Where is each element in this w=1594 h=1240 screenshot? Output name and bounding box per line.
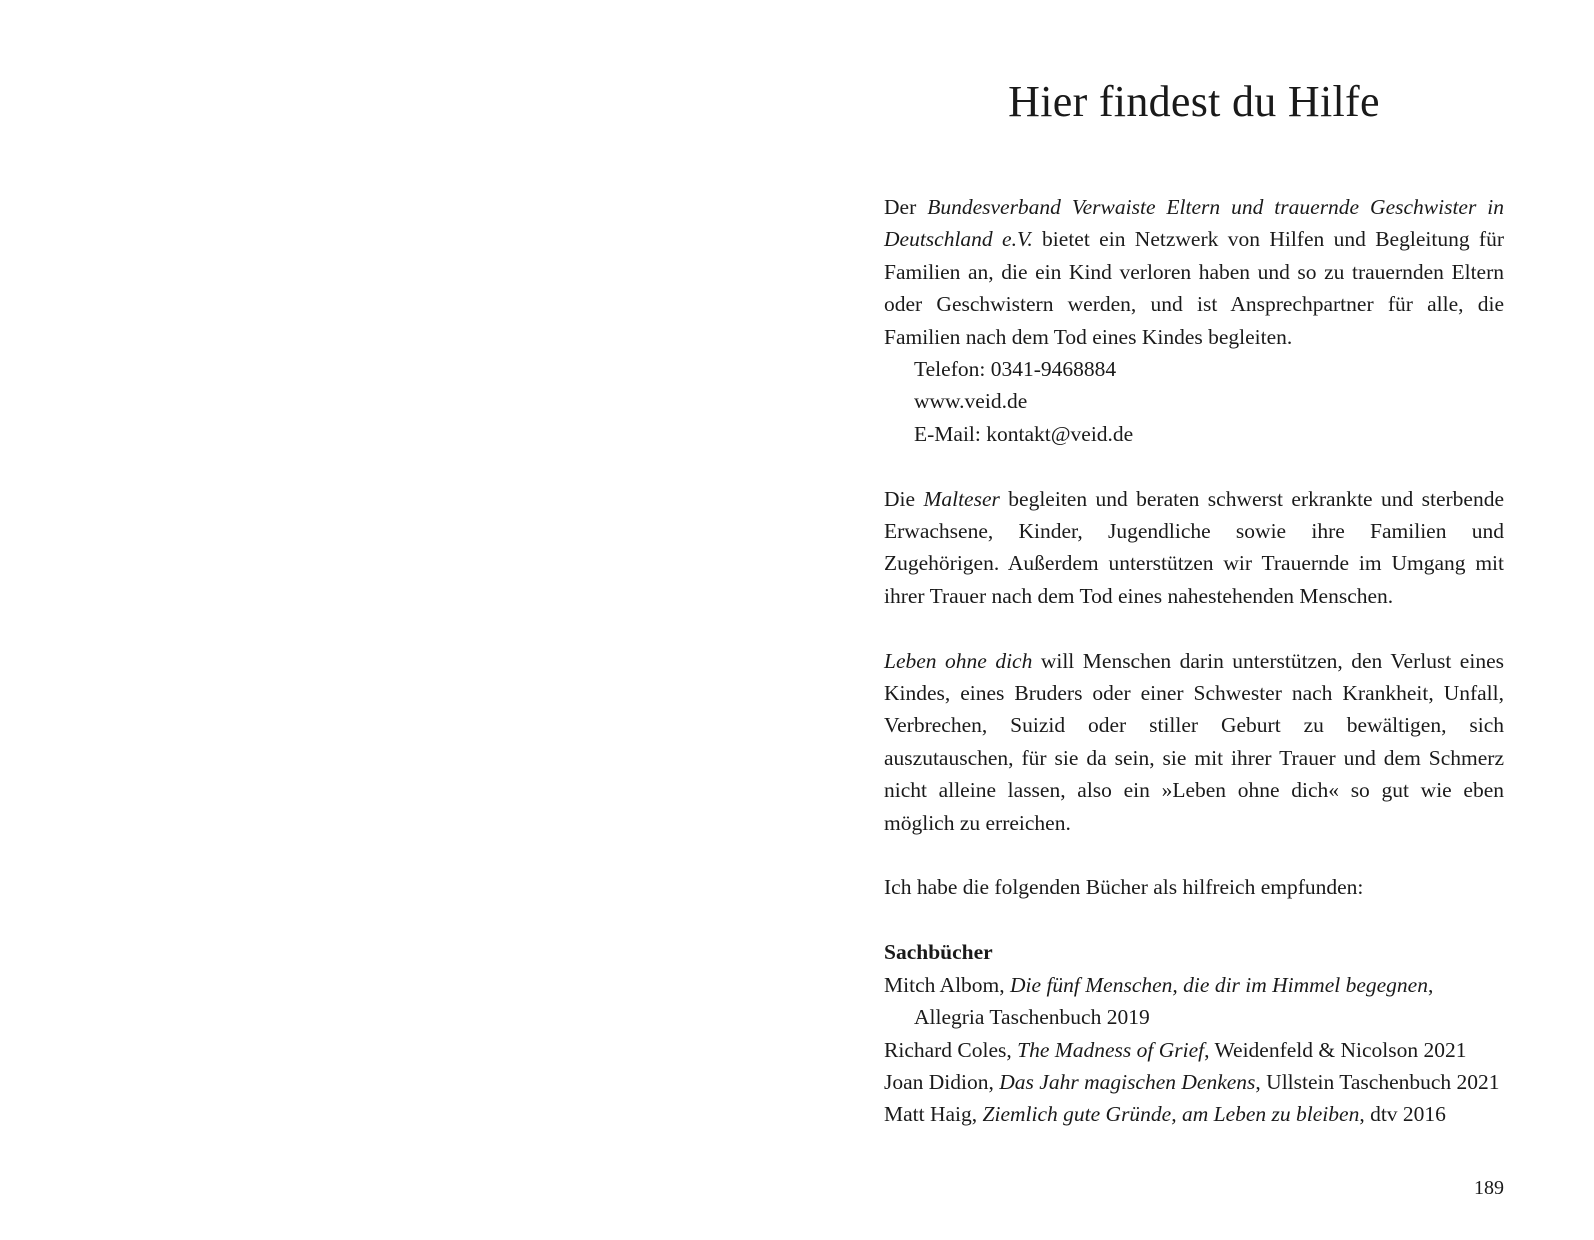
book-author: Matt Haig — [884, 1102, 972, 1127]
book-separator: , — [999, 972, 1011, 997]
book-publisher: , dtv 2016 — [1359, 1102, 1446, 1127]
paragraph-veid — [884, 191, 1504, 353]
book-title: Das Jahr magischen Denkens — [999, 1069, 1256, 1094]
book-title: Die fünf Menschen, die dir im Himmel begegnen — [1010, 972, 1428, 997]
book-reference — [884, 1098, 1504, 1130]
book-author: Mitch Albom — [884, 972, 1000, 997]
book-separator: , — [1006, 1037, 1018, 1062]
contact-email: E-Mail: kontakt@veid.de — [914, 421, 1134, 446]
book-title: Ziemlich gute Gründe, am Leben zu bleiben — [982, 1102, 1360, 1127]
paragraph-leben-ohne-dich — [884, 645, 1504, 839]
spacer — [884, 450, 1504, 482]
org-name-malteser: Malteser — [923, 486, 1000, 511]
book-reference — [884, 1066, 1504, 1098]
paragraph-malteser — [884, 483, 1504, 613]
book-publisher: , Ullstein Taschenbuch 2021 — [1255, 1069, 1500, 1094]
book-separator: , — [988, 1069, 1000, 1094]
page-number: 189 — [1474, 1177, 1504, 1199]
book-separator: , — [971, 1102, 983, 1127]
book-author: Joan Didion — [884, 1069, 989, 1094]
book-publisher: , Weidenfeld & Nicolson 2021 — [1204, 1037, 1467, 1062]
book-reference — [884, 969, 1504, 1034]
spacer — [884, 839, 1504, 871]
paragraph-malteser-intro: Die — [884, 486, 924, 511]
page-title: Hier findest du Hilfe — [1008, 77, 1380, 126]
book-author: Richard Coles — [884, 1037, 1007, 1062]
book-reference — [884, 1034, 1504, 1066]
spacer — [884, 612, 1504, 644]
paragraph-leben-ohne-dich-description: will Menschen darin unterstützen, den Verlust eines Kindes, eines Bruders oder einer Schwester nach Krankheit, Unfall, Verbrechen, Suizid oder stiller Geburt zu bewältigen, sich auszutauschen, für sie da sein, sie mit ihrer Trauer und dem Schmerz nicht alleine lassen, also ein »Leben ohne dich« so gut wie eben möglich zu erreichen. — [884, 648, 1504, 835]
paragraph-malteser-description: begleiten und beraten schwerst erkrankte und sterbende Erwachsene, Kinder, Jugendliche sowie ihre Familien und Zugehörigen. Außerdem unterstützen wir Trauernde im Umgang mit ihrer Trauer nach dem Tod eines nahestehenden Menschen. — [884, 486, 1505, 608]
books-intro: Ich habe die folgenden Bücher als hilfreich empfunden: — [884, 875, 1364, 900]
page-body — [884, 191, 1504, 1131]
book-title: The Madness of Grief — [1017, 1037, 1205, 1062]
paragraph-veid-description: bietet ein Netzwerk von Hilfen und Begleitung für Familien an, die ein Kind verloren haben und so zu trauernden Eltern oder Geschwistern werden, und ist Ansprechpartner für alle, die Familien nach dem Tod eines Kindes begleiten. — [884, 227, 1504, 349]
org-name-leben-ohne-dich: Leben ohne dich — [884, 648, 1033, 673]
contact-website: www.veid.de — [914, 389, 1028, 414]
paragraph-veid-intro: Der — [884, 195, 928, 219]
org-name-veid: Bundesverband Verwaiste Eltern und trauernde Geschwister in Deutschland e.V. — [884, 195, 1505, 252]
contact-phone: Telefon: 0341-9468884 — [914, 357, 1117, 382]
spacer — [884, 904, 1504, 936]
books-heading: Sachbücher — [884, 940, 993, 965]
book-publisher: , Allegria Taschenbuch 2019 — [914, 972, 1434, 1030]
